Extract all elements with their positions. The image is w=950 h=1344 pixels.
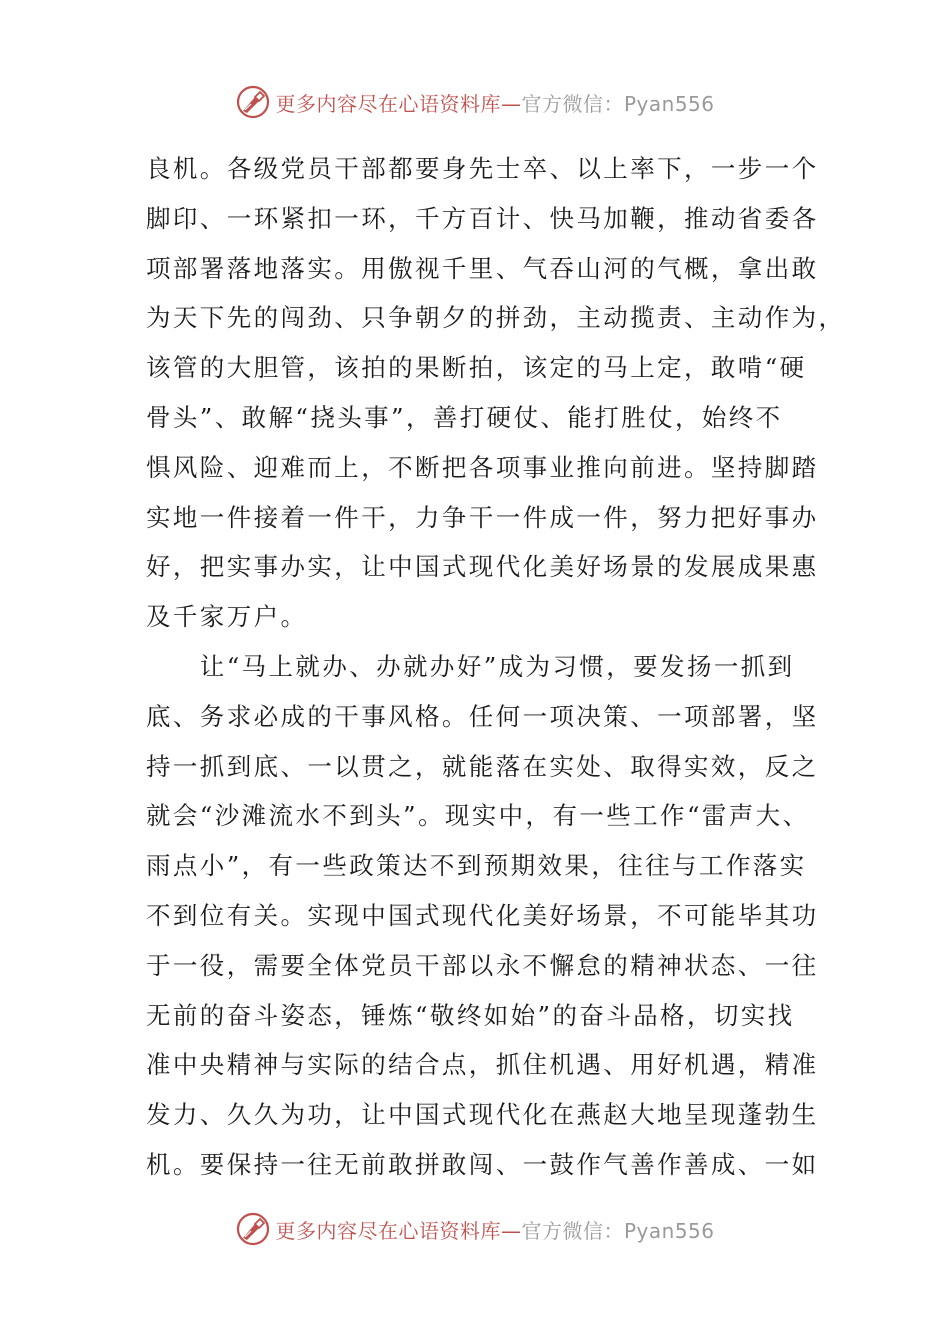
text-line: 机。要保持一往无前敢拼敢闯、一鼓作气善作善成、一如 xyxy=(146,1149,819,1179)
text-line: 无前的奋斗姿态，锤炼“敬终如始”的奋斗品格，切实找 xyxy=(146,1000,795,1030)
text-line: 及千家万户。 xyxy=(146,602,308,632)
text-line: 项部署落地落实。用傲视千里、气吞山河的气概，拿出敢 xyxy=(146,253,819,283)
watermark-wechat-id: Pyan556 xyxy=(623,91,715,116)
watermark-brand: 更多内容尽在心语资料库 xyxy=(275,91,501,116)
text-line: 于一役，需要全体党员干部以永不懈怠的精神状态、一往 xyxy=(146,950,819,980)
footer-watermark xyxy=(0,1209,950,1249)
text-line: 脚印、一环紧扣一环，千方百计、快马加鞭，推动省委各 xyxy=(146,203,819,233)
text-line: 持一抓到底、一以贯之，就能落在实处、取得实效，反之 xyxy=(146,751,819,781)
pen-nib-logo-icon xyxy=(235,84,271,120)
text-line: 该管的大胆管，该拍的果断拍，该定的马上定，敢啃“硬 xyxy=(146,353,807,383)
text-line: 雨点小”，有一些政策达不到预期效果，往往与工作落实 xyxy=(146,851,807,881)
watermark-brand: 更多内容尽在心语资料库 xyxy=(275,1218,501,1243)
text-line: 底、务求必成的干事风格。任何一项决策、一项部署，坚 xyxy=(146,701,819,731)
document-body xyxy=(146,144,846,1190)
watermark-wechat-id: Pyan556 xyxy=(623,1218,715,1243)
text-line: 准中央精神与实际的结合点，抓住机遇、用好机遇，精准 xyxy=(146,1050,819,1080)
text-line: 让“马上就办、办就办好”成为习惯，要发扬一抓到 xyxy=(146,651,795,681)
header-watermark xyxy=(0,82,950,122)
text-line: 为天下先的闯劲、只争朝夕的拼劲，主动揽责、主动作为， xyxy=(146,303,846,333)
text-line: 好，把实事办实，让中国式现代化美好场景的发展成果惠 xyxy=(146,552,819,582)
watermark-label: 官方微信： xyxy=(521,91,624,116)
text-line: 就会“沙滩流水不到头”。现实中，有一些工作“雷声大、 xyxy=(146,801,810,831)
text-line: 发力、久久为功，让中国式现代化在燕赵大地呈现蓬勃生 xyxy=(146,1100,819,1130)
watermark-label: 官方微信： xyxy=(521,1218,624,1243)
text-line: 惧风险、迎难而上，不断把各项事业推向前进。坚持脚踏 xyxy=(146,452,819,482)
text-line: 不到位有关。实现中国式现代化美好场景，不可能毕其功 xyxy=(146,900,819,930)
text-line: 骨头”、敢解“挠头事”，善打硬仗、能打胜仗，始终不 xyxy=(146,402,783,432)
text-line: 实地一件接着一件干，力争干一件成一件，努力把好事办 xyxy=(146,502,819,532)
pen-nib-logo-icon xyxy=(235,1211,271,1247)
watermark-separator: — xyxy=(500,1218,522,1243)
watermark-separator: — xyxy=(500,91,522,116)
text-line: 良机。各级党员干部都要身先士卒、以上率下，一步一个 xyxy=(146,154,819,183)
